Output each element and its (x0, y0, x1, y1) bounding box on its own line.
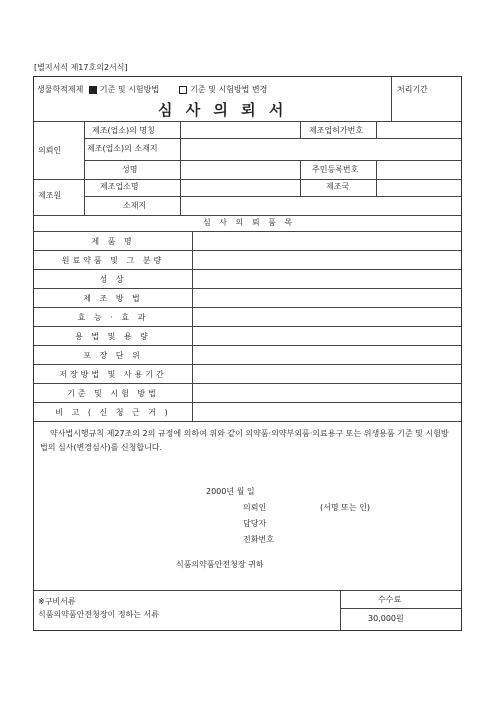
divider (300, 179, 301, 196)
divider (34, 364, 461, 365)
divider (180, 179, 181, 215)
divider (340, 590, 341, 630)
review-row-label: 포 장 단 위 (83, 351, 143, 360)
divider (300, 121, 301, 138)
documents-text: 식품의약품안전청장이 정하는 서류 (38, 610, 160, 619)
divider (34, 383, 461, 384)
processing-period-label: 처리기간 (397, 85, 428, 94)
review-row-label: 기준 및 시험 방법 (67, 389, 159, 398)
review-row-label: 효 능 · 효 과 (77, 313, 149, 322)
manufacture-license-label: 제조업허가번호 (309, 126, 364, 135)
resident-number-label: 주민등록번호 (312, 165, 359, 174)
divider (391, 77, 392, 121)
divider (34, 179, 461, 180)
divider (34, 121, 461, 122)
name-label: 성명 (122, 165, 138, 174)
fee-value: 30,000원 (368, 614, 404, 623)
category-label: 생물학적제제 (37, 85, 84, 94)
review-row-label: 원료약품 및 그 분량 (61, 256, 165, 265)
divider (34, 307, 461, 308)
page-title: 심 사 의 뢰 서 (158, 101, 288, 119)
divider (34, 326, 461, 327)
divider (84, 160, 461, 161)
divider (34, 590, 461, 591)
review-row-label: 비 고 ( 신 청 근 거 ) (55, 408, 171, 417)
application-date: 2000년 월 일 (206, 487, 255, 496)
review-row-label: 성 상 (99, 275, 127, 284)
fee-label: 수수료 (378, 595, 402, 604)
manufacturer-section-label: 제조원 (38, 191, 62, 200)
documents-label: ※구비서류 (38, 597, 76, 606)
divider (34, 402, 461, 403)
header-options (37, 85, 267, 95)
sign-note: (서명 또는 인) (320, 503, 370, 512)
review-items-title: 심 사 의 뢰 품 목 (203, 218, 296, 227)
manager-label: 담당자 (243, 519, 267, 528)
divider (34, 288, 461, 289)
divider (84, 138, 461, 139)
divider (34, 215, 461, 216)
divider (376, 179, 377, 196)
manufacturer-address-label: 소재지 (123, 201, 147, 210)
form-number: [별지서식 제17호의2서식] (34, 63, 128, 72)
divider (84, 121, 85, 215)
requester-section-label: 의뢰인 (38, 146, 62, 155)
option-standard-change: 기준 및 시험방법 변경 (190, 85, 268, 94)
review-row-label: 용 법 및 용 량 (75, 332, 151, 341)
divider (84, 196, 461, 197)
divider (34, 231, 461, 232)
divider (34, 269, 461, 270)
phone-label: 전화번호 (243, 535, 274, 544)
divider (34, 345, 461, 346)
manufacturer-company-label: 제조업소명 (100, 182, 139, 191)
divider (340, 608, 461, 609)
unchecked-checkbox-icon[interactable] (179, 86, 187, 94)
divider (34, 250, 461, 251)
checked-checkbox-icon[interactable] (89, 86, 97, 94)
manufacture-country-label: 제조국 (326, 182, 350, 191)
divider (376, 160, 377, 179)
company-name-label: 제조(업소)의 명칭 (92, 126, 155, 135)
divider (376, 121, 377, 138)
recipient: 식품의약품안전청장 귀하 (176, 560, 264, 569)
option-standard: 기준 및 시험방법 (99, 85, 160, 94)
applicant-label: 의뢰인 (243, 503, 267, 512)
divider (34, 421, 461, 422)
application-statement: 약사법시행규칙 제27조의 2의 규정에 의하여 위와 같이 의약품·의약부외품·의료용구 또는 위생용품 기준 및 시험방법의 심사(변경심사)를 신청합니다. (40, 429, 449, 452)
divider (300, 160, 301, 179)
company-address-label: 제조(업소)의 소재지 (87, 144, 158, 153)
divider (180, 121, 181, 179)
review-row-label: 제 품 명 (91, 237, 135, 246)
review-row-label: 제 조 방 법 (83, 294, 143, 303)
review-row-label: 저장방법 및 사용기간 (59, 370, 167, 379)
